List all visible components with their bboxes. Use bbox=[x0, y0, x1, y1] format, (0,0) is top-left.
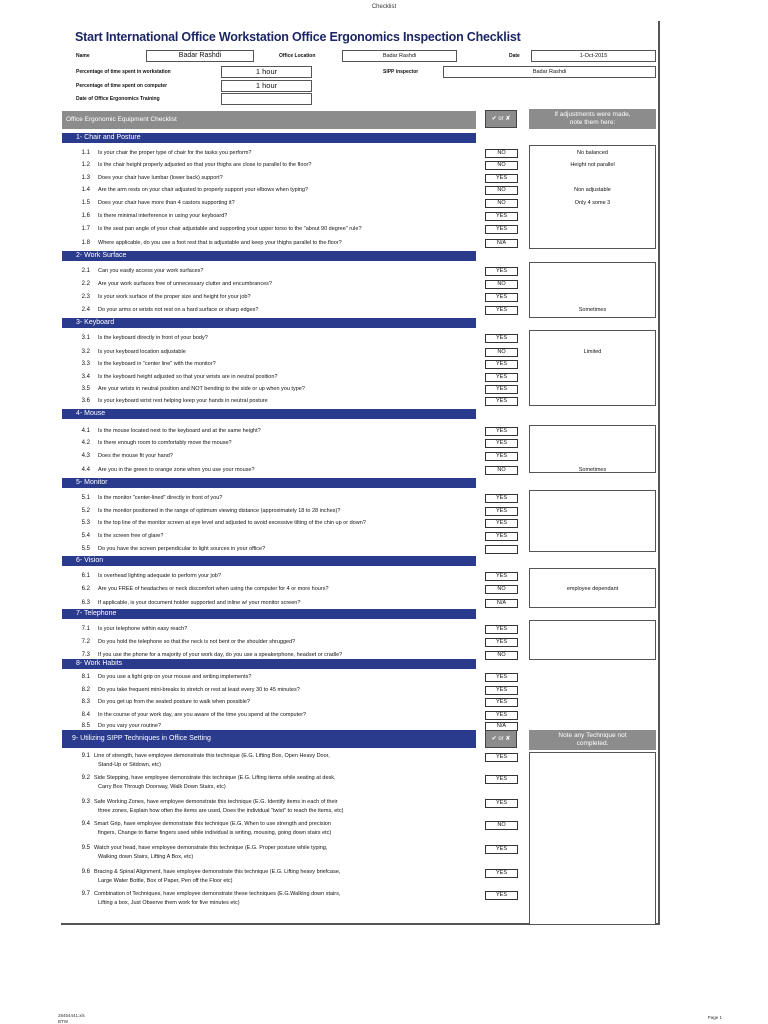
answer-box[interactable]: YES bbox=[485, 845, 518, 854]
answer-box[interactable]: N/A bbox=[485, 599, 518, 608]
question-text: Is your keyboard location adjustable bbox=[98, 349, 186, 355]
question-number: 2.3 bbox=[81, 294, 90, 300]
question-text: Is the monitor positioned in the range of optimum viewing distance (approximately 18 to 28 inches)? bbox=[98, 508, 341, 514]
adjustment-note: Only 4 some 3 bbox=[574, 200, 611, 206]
question-text: Where applicable, do you use a foot rest that is adjustable and keep your thighs parallel to the floor? bbox=[98, 240, 342, 246]
answer-box[interactable]: YES bbox=[485, 452, 518, 461]
question-number: 1.2 bbox=[81, 162, 90, 168]
answer-box[interactable]: YES bbox=[485, 507, 518, 516]
question-number: 8.4 bbox=[81, 712, 90, 718]
question-number: 7.1 bbox=[81, 626, 90, 632]
answer-box[interactable]: YES bbox=[485, 439, 518, 448]
question-text: Is the seat pan angle of your chair adjustable and supporting your upper torso to the "about 90 degree" rule? bbox=[98, 226, 362, 232]
question-number: 5.4 bbox=[81, 533, 90, 539]
answer-box[interactable]: NO bbox=[485, 186, 518, 195]
question-text-line2: Large Water Bottle, Box of Paper, Pen off the Floor etc) bbox=[98, 878, 233, 884]
question-text: Does the mouse fit your hand? bbox=[98, 453, 173, 459]
question-number: 1.5 bbox=[81, 200, 90, 206]
training-date-field[interactable] bbox=[221, 93, 312, 105]
question-text: Do you take frequent mini-breaks to stretch or rest at least every 30 to 45 minutes? bbox=[98, 687, 300, 693]
question-text: Is overhead lighting adequate to perform your job? bbox=[98, 573, 221, 579]
footer-left bbox=[58, 1013, 85, 1024]
sipp-inspector-field[interactable]: Badar Rashdi bbox=[443, 66, 656, 78]
pct-workstation-label: Percentage of time spent in workstation bbox=[76, 69, 171, 75]
question-number: 9.5 bbox=[81, 845, 90, 851]
question-text: If applicable, is your document holder supported and inline w/ your monitor screen? bbox=[98, 600, 301, 606]
question-text: Do your arms or wrists not rest on a hard surface or sharp edges? bbox=[98, 307, 259, 313]
question-text bbox=[94, 844, 454, 862]
question-text: Is the screen free of glare? bbox=[98, 533, 164, 539]
answer-box[interactable]: YES bbox=[485, 673, 518, 682]
question-text: Is your work surface of the proper size and height for your job? bbox=[98, 294, 251, 300]
question-text: Is the keyboard directly in front of your body? bbox=[98, 335, 208, 341]
answer-box[interactable]: YES bbox=[485, 519, 518, 528]
answer-box[interactable]: YES bbox=[485, 174, 518, 183]
check-column-header: ✔ or ✘ bbox=[485, 110, 517, 128]
answer-box[interactable]: NO bbox=[485, 161, 518, 170]
question-text: Is the keyboard height adjusted so that your wrists are in neutral position? bbox=[98, 374, 278, 380]
answer-box[interactable]: YES bbox=[485, 532, 518, 541]
footer-initials: BTW bbox=[58, 1019, 68, 1024]
answer-box[interactable]: YES bbox=[485, 225, 518, 234]
answer-box[interactable]: YES bbox=[485, 799, 518, 808]
check-column-header: ✔ or ✘ bbox=[485, 730, 517, 748]
question-text: Are your work surfaces free of unnecessary clutter and encumbrances? bbox=[98, 281, 272, 287]
answer-box[interactable]: YES bbox=[485, 334, 518, 343]
question-number: 8.5 bbox=[81, 723, 90, 729]
section-header: 1- Chair and Posture bbox=[62, 133, 476, 143]
answer-box[interactable]: NO bbox=[485, 348, 518, 357]
question-number: 1.1 bbox=[81, 150, 90, 156]
question-number: 1.8 bbox=[81, 240, 90, 246]
answer-box[interactable]: YES bbox=[485, 360, 518, 369]
section-header: 5- Monitor bbox=[62, 478, 476, 488]
answer-box[interactable]: YES bbox=[485, 625, 518, 634]
answer-box[interactable]: YES bbox=[485, 306, 518, 315]
question-number: 3.3 bbox=[81, 361, 90, 367]
question-number: 2.2 bbox=[81, 281, 90, 287]
answer-box[interactable]: NO bbox=[485, 821, 518, 830]
answer-box[interactable]: YES bbox=[485, 686, 518, 695]
question-number: 1.4 bbox=[81, 187, 90, 193]
question-number: 3.6 bbox=[81, 398, 90, 404]
question-text-line2: Carry Box Through Doorway, Walk Down Stairs, etc) bbox=[98, 784, 226, 790]
question-number: 5.2 bbox=[81, 508, 90, 514]
question-number: 9.6 bbox=[81, 869, 90, 875]
section-header: 8- Work Habits bbox=[62, 659, 476, 669]
name-label: Name bbox=[76, 53, 90, 59]
answer-box[interactable]: NO bbox=[485, 651, 518, 660]
answer-box[interactable]: NO bbox=[485, 199, 518, 208]
date-label: Date bbox=[509, 53, 520, 59]
question-text: Are your wrists in neutral position and NOT bending to the side or up when you type? bbox=[98, 386, 305, 392]
office-location-label: Office Location bbox=[279, 53, 316, 59]
answer-box[interactable]: YES bbox=[485, 869, 518, 878]
section-header: 7- Telephone bbox=[62, 609, 476, 619]
question-text bbox=[94, 868, 454, 886]
pct-computer-label: Percentage of time spent on computer bbox=[76, 83, 168, 89]
answer-box[interactable]: YES bbox=[485, 293, 518, 302]
answer-box[interactable]: NO bbox=[485, 466, 518, 475]
question-text: Do you hold the telephone so that the neck is not bent or the shoulder shrugged? bbox=[98, 639, 296, 645]
answer-box[interactable]: YES bbox=[485, 572, 518, 581]
question-text bbox=[94, 774, 454, 792]
section-header: 9- Utilizing SIPP Techniques in Office Setting bbox=[62, 730, 476, 748]
adjustment-note: Limited bbox=[583, 349, 602, 355]
question-text: Do you use a light grip on your mouse and writing implements? bbox=[98, 674, 252, 680]
technique-note-line1: Note any Technique not bbox=[558, 732, 627, 739]
question-text: Is the top line of the monitor screen at eye level and adjusted to avoid excessive tilting of the chin up or down? bbox=[98, 520, 366, 526]
notes-box bbox=[529, 145, 656, 249]
question-number: 4.4 bbox=[81, 467, 90, 473]
question-text: Does your chair have more than 4 castors supporting it? bbox=[98, 200, 235, 206]
question-number: 4.2 bbox=[81, 440, 90, 446]
name-field[interactable]: Badar Rashdi bbox=[146, 50, 254, 62]
question-text: Is the mouse located next to the keyboard and at the same height? bbox=[98, 428, 261, 434]
question-number: 2.4 bbox=[81, 307, 90, 313]
question-text: In the course of your work day, are you aware of the time you spend at the computer? bbox=[98, 712, 307, 718]
question-number: 8.3 bbox=[81, 699, 90, 705]
question-number: 1.7 bbox=[81, 226, 90, 232]
date-field[interactable]: 1-Oct-2015 bbox=[531, 50, 656, 62]
answer-box[interactable]: YES bbox=[485, 638, 518, 647]
answer-box[interactable]: N/A bbox=[485, 722, 518, 731]
pct-computer-field[interactable]: 1 hour bbox=[221, 80, 312, 92]
question-number: 2.1 bbox=[81, 268, 90, 274]
question-number: 1.6 bbox=[81, 213, 90, 219]
question-text: Is the chair height properly adjusted so that your thighs are close to parallel to the floor? bbox=[98, 162, 312, 168]
question-number: 6.1 bbox=[81, 573, 90, 579]
question-number: 9.4 bbox=[81, 821, 90, 827]
adjustments-header bbox=[529, 109, 656, 129]
section-header: 6- Vision bbox=[62, 556, 476, 566]
question-text-line2: fingers, Change to flame fingers used while individual is writing, mousing, going down stairs etc) bbox=[98, 830, 332, 836]
question-number: 8.1 bbox=[81, 674, 90, 680]
footer-filename: 28454441.xls bbox=[58, 1013, 85, 1018]
adjustment-note: employee dependant bbox=[566, 586, 619, 592]
question-text: Are the arm rests on your chair adjusted to properly support your elbows when typing? bbox=[98, 187, 309, 193]
question-number: 8.2 bbox=[81, 687, 90, 693]
adjustment-note: Sometimes bbox=[578, 307, 607, 313]
question-number: 3.1 bbox=[81, 335, 90, 341]
notes-box bbox=[529, 490, 656, 552]
question-text: Do you get up from the seated posture to walk when possible? bbox=[98, 699, 250, 705]
answer-box[interactable]: YES bbox=[485, 397, 518, 406]
question-text: Is the monitor "center-lined" directly in front of you? bbox=[98, 495, 223, 501]
question-text-line1: Safe Working Zones, have employee demonstrate this technique (E.G. Identify items in each of their bbox=[94, 799, 338, 805]
question-text bbox=[94, 752, 454, 770]
question-text: Is the keyboard in "center line" with the monitor? bbox=[98, 361, 216, 367]
answer-box[interactable]: YES bbox=[485, 891, 518, 900]
question-text-line1: Bracing & Spinal Alignment, have employee demonstrate this technique (E.G. Lifting heavy briefcase, bbox=[94, 869, 341, 875]
question-text: Is there enough room to comfortably move the mouse? bbox=[98, 440, 232, 446]
answer-box[interactable]: YES bbox=[485, 427, 518, 436]
question-text-line1: Side Stepping, have employee demonstrate this technique (E.G. Lifting items while seating at desk, bbox=[94, 775, 336, 781]
question-text-line1: Line of strength, have employee demonstrate this technique (E.G. Lifting Box, Open Heavy Door, bbox=[94, 753, 330, 759]
question-number: 5.1 bbox=[81, 495, 90, 501]
answer-box[interactable]: YES bbox=[485, 698, 518, 707]
question-text: Are you FREE of headaches or neck discomfort when using the computer for 4 or more hours? bbox=[98, 586, 329, 592]
question-text bbox=[94, 890, 454, 908]
technique-note-line2: completed. bbox=[576, 740, 609, 747]
question-text-line2: Walking down Stairs, Lifting A Box, etc) bbox=[98, 854, 194, 860]
question-text-line1: Combination of Techniques, have employee demonstrate these techniques (E.G.Walking down stairs, bbox=[94, 891, 341, 897]
answer-box[interactable]: YES bbox=[485, 212, 518, 221]
pct-workstation-field[interactable]: 1 hour bbox=[221, 66, 312, 78]
question-number: 1.3 bbox=[81, 175, 90, 181]
section-header: 4- Mouse bbox=[62, 409, 476, 419]
sipp-inspector-label: SIPP inspector bbox=[383, 69, 419, 75]
answer-box[interactable]: N/A bbox=[485, 239, 518, 248]
question-text: Can you easily access your work surfaces? bbox=[98, 268, 204, 274]
question-number: 4.3 bbox=[81, 453, 90, 459]
document-title: Start International Office Workstation Office Ergonomics Inspection Checklist bbox=[75, 30, 521, 44]
sheet-title: Checklist bbox=[371, 4, 397, 10]
question-text-line2: Lifting a box, Just Observe them work for five minutes etc) bbox=[98, 900, 240, 906]
question-text: Do you have the screen perpendicular to light sources in your office? bbox=[98, 546, 266, 552]
section-header: 2- Work Surface bbox=[62, 251, 476, 261]
question-text: Is your telephone within easy reach? bbox=[98, 626, 188, 632]
question-number: 4.1 bbox=[81, 428, 90, 434]
question-text-line2: Stand-Up or Sitdown, etc) bbox=[98, 762, 161, 768]
adjustment-note: Non adjustable bbox=[574, 187, 611, 193]
question-number: 3.4 bbox=[81, 374, 90, 380]
question-text: Is there minimal interference in using your keyboard? bbox=[98, 213, 228, 219]
answer-box[interactable]: NO bbox=[485, 149, 518, 158]
notes-box bbox=[529, 425, 656, 473]
question-text-line2: three zones, Explain how often the items are used, Does the individual "twist" to reach the items, etc) bbox=[98, 808, 344, 814]
answer-box[interactable] bbox=[485, 545, 518, 554]
question-number: 9.7 bbox=[81, 891, 90, 897]
answer-box[interactable]: YES bbox=[485, 753, 518, 762]
question-number: 5.5 bbox=[81, 546, 90, 552]
question-text-line1: Smart Grip, have employee demonstrate this technique (E.G. When to use strength and precision bbox=[94, 821, 331, 827]
question-text: Do you vary your routine? bbox=[98, 723, 161, 729]
question-text: Are you in the green to orange zone when you use your mouse? bbox=[98, 467, 255, 473]
section-header: 3- Keyboard bbox=[62, 318, 476, 328]
adjustment-note: Height not parallel bbox=[570, 162, 615, 168]
adjustment-note: No balanced bbox=[577, 150, 608, 156]
question-number: 6.2 bbox=[81, 586, 90, 592]
question-number: 9.3 bbox=[81, 799, 90, 805]
question-number: 5.3 bbox=[81, 520, 90, 526]
notes-box bbox=[529, 620, 656, 660]
question-number: 3.2 bbox=[81, 349, 90, 355]
question-text: If you use the phone for a majority of your work day, do you use a speakerphone, headset or cradle? bbox=[98, 652, 343, 658]
question-text: Is your chair the proper type of chair for the tasks you perform? bbox=[98, 150, 252, 156]
adjustments-header-line2: note them here: bbox=[569, 119, 616, 126]
technique-note-header bbox=[529, 730, 656, 750]
question-number: 7.2 bbox=[81, 639, 90, 645]
training-date-label: Date of Office Ergonomics Training bbox=[76, 96, 160, 102]
answer-box[interactable]: YES bbox=[485, 775, 518, 784]
office-location-field[interactable]: Badar Rashdi bbox=[342, 50, 457, 62]
answer-box[interactable]: YES bbox=[485, 373, 518, 382]
answer-box[interactable]: NO bbox=[485, 585, 518, 594]
notes-box bbox=[529, 330, 656, 406]
checklist-header: Office Ergonomic Equipment Checklist bbox=[62, 111, 476, 129]
answer-box[interactable]: YES bbox=[485, 711, 518, 720]
question-number: 7.3 bbox=[81, 652, 90, 658]
answer-box[interactable]: NO bbox=[485, 280, 518, 289]
question-text: Is your keyboard wrist rest helping keep your hands in neutral posture bbox=[98, 398, 268, 404]
footer-page: Page 1 bbox=[707, 1015, 722, 1020]
question-number: 9.1 bbox=[81, 753, 90, 759]
question-text bbox=[94, 820, 454, 838]
question-text-line1: Watch your head, have employee demonstrate this technique (E.G. Proper posture while typing, bbox=[94, 845, 328, 851]
question-number: 3.5 bbox=[81, 386, 90, 392]
adjustment-note: Sometimes bbox=[578, 467, 607, 473]
adjustments-header-line1: If adjustments were made, bbox=[554, 111, 631, 118]
notes-box bbox=[529, 752, 656, 925]
answer-box[interactable]: YES bbox=[485, 494, 518, 503]
answer-box[interactable]: YES bbox=[485, 267, 518, 276]
answer-box[interactable]: YES bbox=[485, 385, 518, 394]
question-number: 9.2 bbox=[81, 775, 90, 781]
question-number: 6.3 bbox=[81, 600, 90, 606]
question-text: Does your chair have lumbar (lower back) support? bbox=[98, 175, 223, 181]
question-text bbox=[94, 798, 454, 816]
